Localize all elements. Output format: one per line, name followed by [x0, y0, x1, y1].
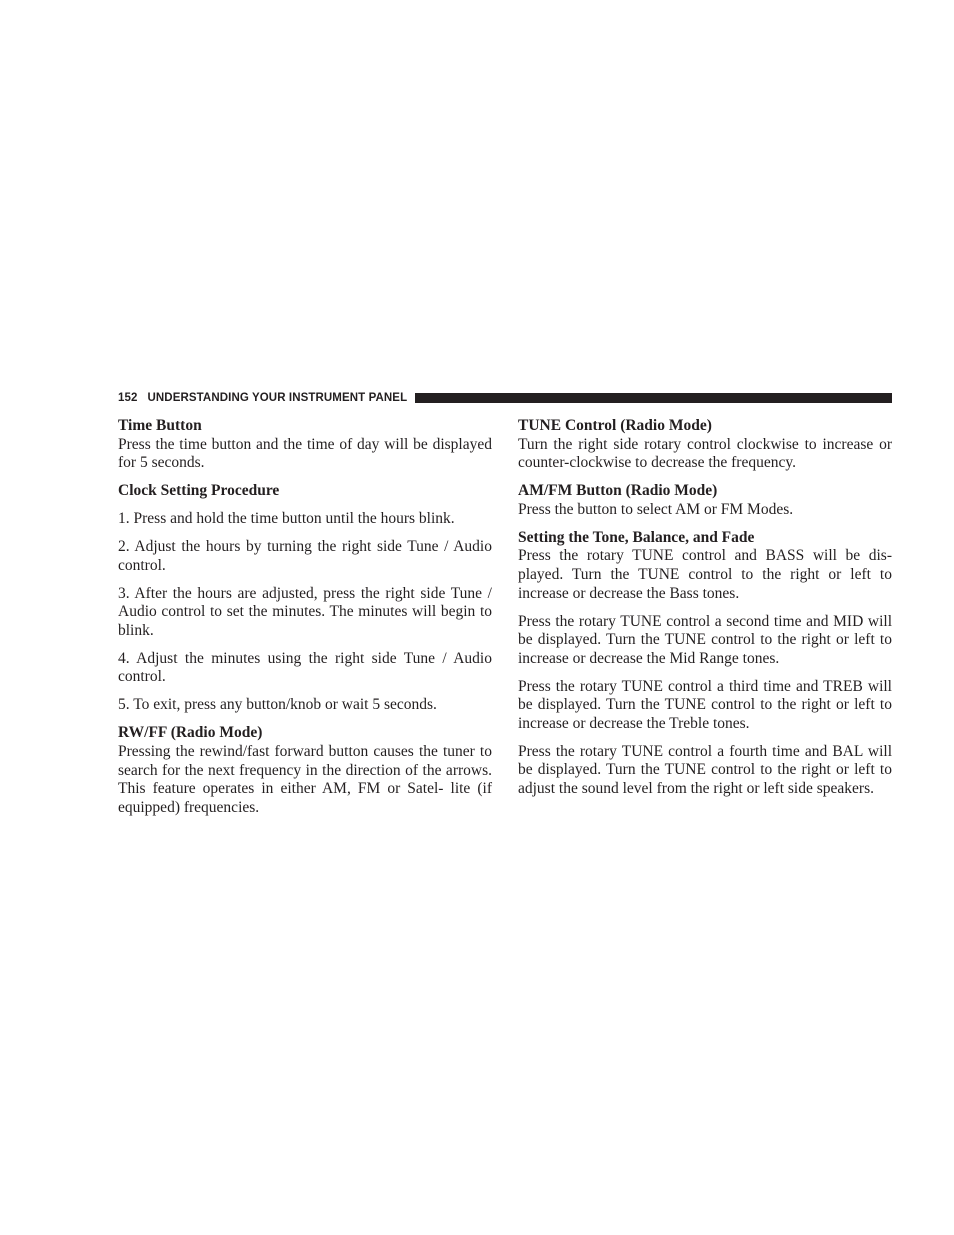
am-fm-heading: AM/FM Button (Radio Mode) — [518, 482, 718, 500]
section-title: UNDERSTANDING YOUR INSTRUMENT PANEL — [147, 392, 408, 404]
clock-setting-heading: Clock Setting Procedure — [118, 482, 280, 500]
tone-paragraph-balance: Press the rotary TUNE control a fourth time and BAL will be displayed. Turn the TUNE control to the right or left to adjust the sound level from the right or left side speakers. — [518, 742, 892, 798]
time-button-body: Press the time button and the time of day will be displayed for 5 seconds. — [118, 435, 492, 472]
rw-ff-heading: RW/FF (Radio Mode) — [118, 724, 263, 742]
left-column — [118, 417, 492, 817]
clock-step-4: 4. Adjust the minutes using the right side Tune / Audio control. — [118, 649, 492, 686]
clock-step-1: 1. Press and hold the time button until the hours blink. — [118, 510, 455, 528]
am-fm-body: Press the button to select AM or FM Modes. — [518, 500, 794, 518]
clock-step-2: 2. Adjust the hours by turning the right side Tune / Audio control. — [118, 538, 492, 574]
tone-paragraph-treble: Press the rotary TUNE control a third time and TREB will be displayed. Turn the TUNE control to the right or left to increase or decrease the Treble tones. — [518, 677, 892, 732]
right-column — [518, 417, 892, 799]
time-button-heading: Time Button — [118, 417, 202, 434]
header-rule — [415, 393, 892, 403]
tune-control-body: Turn the right side rotary control clockwise to increase or counter-clockwise to decrease the frequency. — [518, 435, 892, 472]
clock-step-3: 3. After the hours are adjusted, press the right side Tune / Audio control to set the minutes. The minutes will begin to blink. — [118, 584, 492, 639]
page-number: 152 — [118, 392, 138, 404]
clock-step-5: 5. To exit, press any button/knob or wait 5 seconds. — [118, 696, 437, 714]
page-header — [118, 390, 892, 406]
tone-heading: Setting the Tone, Balance, and Fade — [518, 528, 755, 546]
tone-paragraph-bass: Press the rotary TUNE control and BASS will be dis- played. Turn the TUNE control to the right or left to increase or decrease the Bass tones. — [518, 547, 892, 602]
tone-paragraph-mid: Press the rotary TUNE control a second time and MID will be displayed. Turn the TUNE control to the right or left to increase or decrease the Mid Range tones. — [518, 612, 892, 667]
tune-control-heading: TUNE Control (Radio Mode) — [518, 417, 712, 434]
rw-ff-body: Pressing the rewind/fast forward button causes the tuner to search for the next frequency in the direction of the arrows. This feature operates in either AM, FM or Satel- lite (if equipped) frequencies. — [118, 743, 492, 816]
